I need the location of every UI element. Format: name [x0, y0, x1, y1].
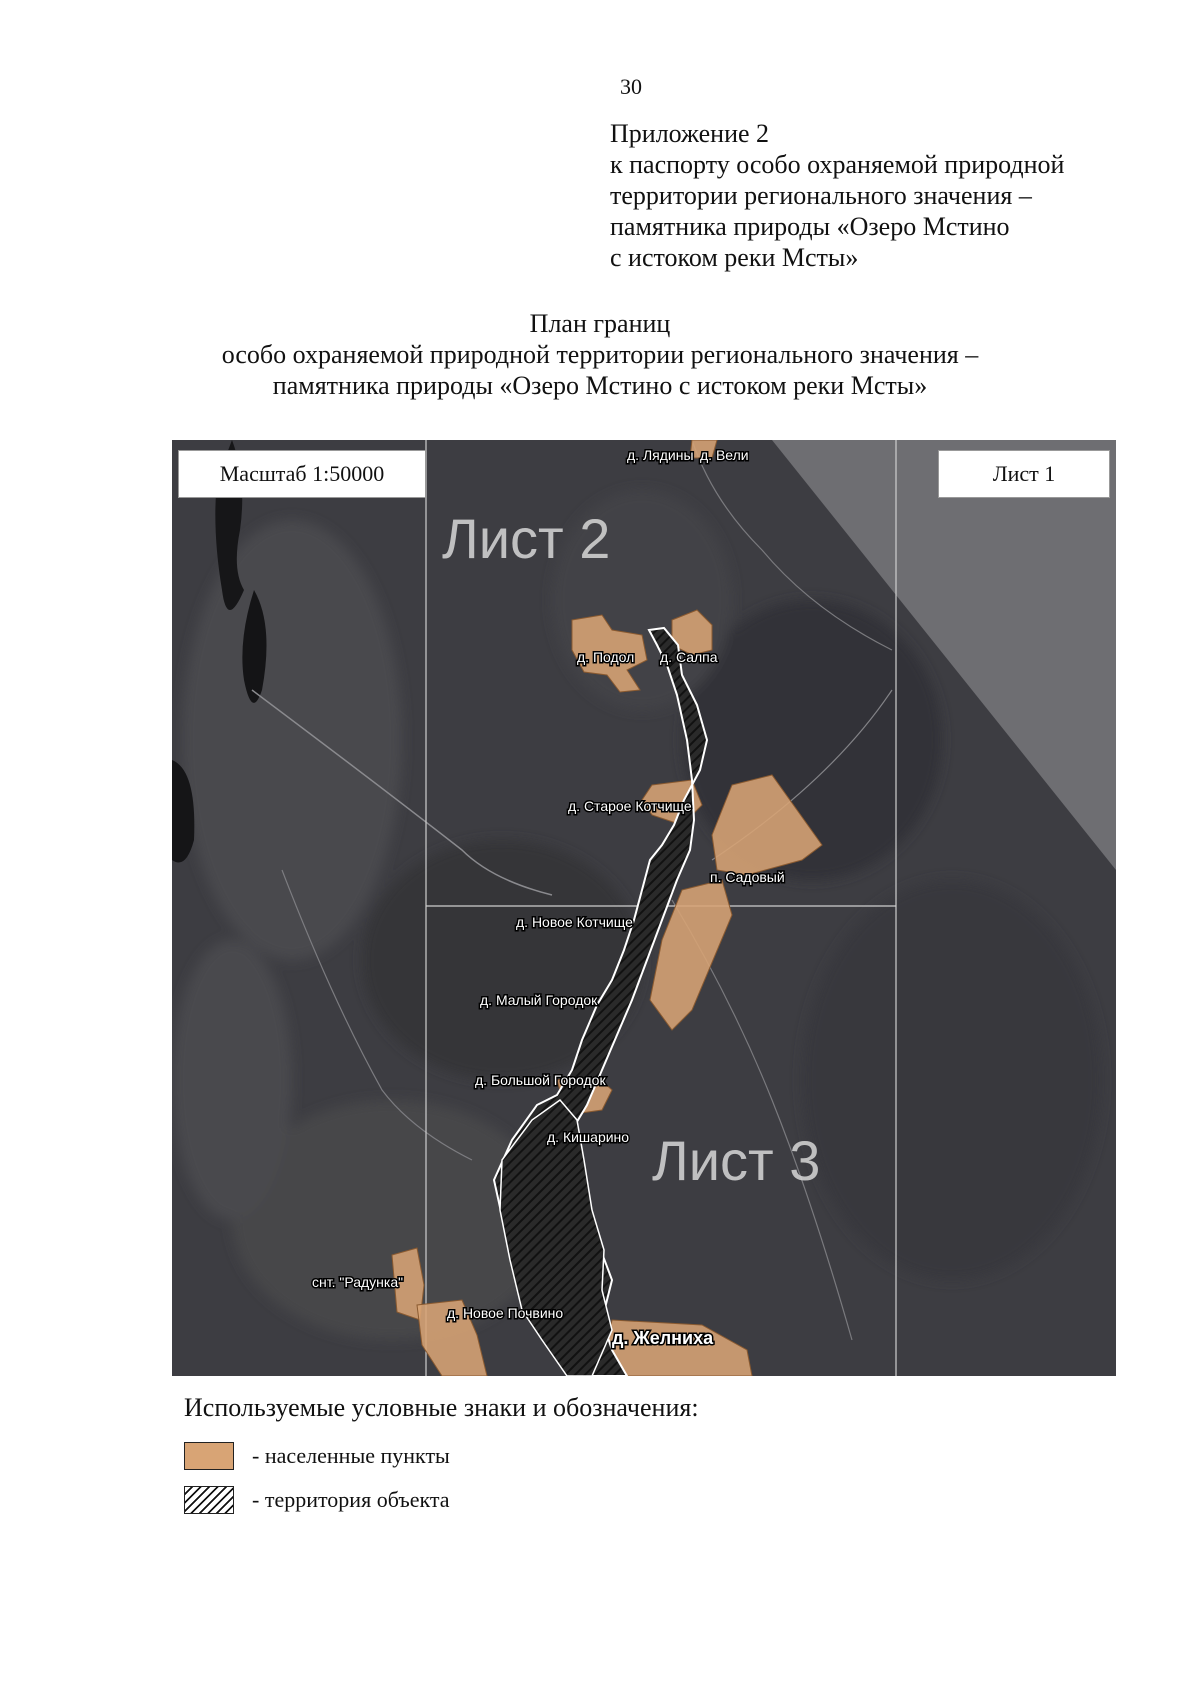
place-label: д. Вели: [700, 447, 749, 463]
place-label: д. Старое Котчище: [568, 798, 692, 814]
place-label: д. Желниха: [612, 1328, 714, 1348]
appendix-line: территории регионального значения –: [610, 181, 1032, 210]
plan-title-line: особо охраняемой природной территории регионального значения –: [221, 340, 979, 369]
appendix-line: с истоком реки Мсты»: [610, 243, 859, 272]
settlement-swatch: [184, 1442, 234, 1470]
sheet-1-box: Лист 1: [938, 450, 1110, 498]
place-label: д. Кишарино: [547, 1129, 630, 1145]
page-number: 30: [620, 74, 642, 99]
hatch-swatch: [184, 1486, 234, 1514]
place-label: п. Садовый: [710, 869, 785, 885]
place-label: снт. "Радунка": [312, 1274, 404, 1290]
legend-title: Используемые условные знаки и обозначения:: [184, 1393, 699, 1422]
map[interactable]: [172, 440, 1116, 1376]
place-label: д. Подол: [577, 649, 635, 665]
appendix-line: к паспорту особо охраняемой природной: [610, 150, 1065, 179]
place-label: д. Большой Городок: [475, 1072, 606, 1088]
map-canvas: [172, 440, 1116, 1376]
place-label: д. Салпа: [660, 649, 718, 665]
appendix-line: памятника природы «Озеро Мстино: [610, 212, 1010, 241]
place-label: д. Новое Почвино: [447, 1305, 564, 1321]
sheet-3-label: Лист 3: [652, 1129, 821, 1192]
place-label: д. Новое Котчище: [516, 914, 633, 930]
plan-title-line: План границ: [529, 309, 671, 338]
sheet-2-label: Лист 2: [442, 507, 611, 570]
plan-title: [0, 308, 1200, 401]
legend-item-object: [184, 1486, 450, 1514]
appendix-block: [610, 118, 1130, 273]
legend-label: - территория объекта: [252, 1487, 450, 1512]
plan-title-line: памятника природы «Озеро Мстино с истоком реки Мсты»: [272, 371, 928, 400]
place-label: д. Лядины: [627, 447, 694, 463]
appendix-line: Приложение 2: [610, 119, 770, 148]
place-label: д. Малый Городок: [480, 992, 598, 1008]
scale-box: Масштаб 1:50000: [178, 450, 426, 498]
legend-label: - населенные пункты: [252, 1443, 450, 1468]
legend-item-settlements: [184, 1442, 450, 1470]
